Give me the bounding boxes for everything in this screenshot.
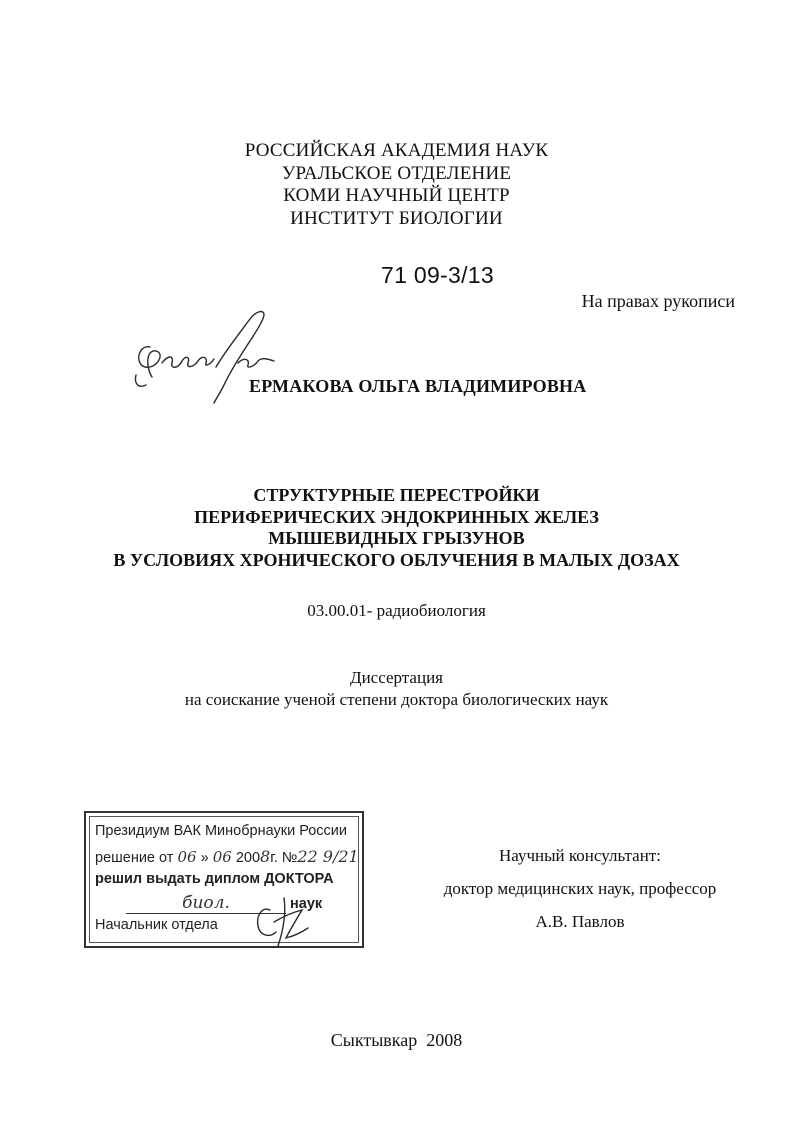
- dissertation-info: [0, 667, 793, 711]
- stamp-quote-mark: »: [200, 850, 209, 866]
- stamp-chief-label: Начальник отдела: [95, 917, 218, 933]
- organization-header: [0, 140, 793, 230]
- city-year: Сыктывкар 2008: [330, 1030, 463, 1050]
- consultant-label: Научный консультант:: [499, 846, 661, 865]
- title-line: ПЕРИФЕРИЧЕСКИХ ЭНДОКРИННЫХ ЖЕЛЕЗ: [194, 506, 599, 527]
- catalog-code: 71 09-3/13: [381, 262, 494, 288]
- consultant-name: А.В. Павлов: [535, 912, 625, 931]
- institute-line: ИНСТИТУТ БИОЛОГИИ: [290, 207, 503, 229]
- dissertation-type: Диссертация: [349, 668, 443, 687]
- title-line: В УСЛОВИЯХ ХРОНИЧЕСКОГО ОБЛУЧЕНИЯ В МАЛЫХ ДОЗАХ: [113, 549, 680, 570]
- stamp-year-suffix: г.: [270, 850, 278, 866]
- consultant-credentials: доктор медицинских наук, профессор: [443, 879, 717, 898]
- dissertation-title: [0, 485, 793, 571]
- center-line: КОМИ НАУЧНЫЙ ЦЕНТР: [283, 185, 510, 206]
- stamp-number-label: №: [281, 850, 298, 866]
- academy-line: РОССИЙСКАЯ АКАДЕМИЯ НАУК: [244, 140, 549, 161]
- stamp-month: 06: [212, 848, 232, 866]
- stamp-diploma-line: решил выдать диплом ДОКТОРА: [95, 871, 334, 887]
- branch-line: УРАЛЬСКОЕ ОТДЕЛЕНИЕ: [281, 162, 512, 184]
- vak-stamp: [84, 811, 364, 948]
- stamp-decision-line: [95, 847, 359, 866]
- specialty-code: 03.00.01- радиобиология: [307, 601, 486, 620]
- stamp-field-line: [126, 893, 348, 914]
- scientific-consultant: [420, 839, 740, 938]
- stamp-decision-label: решение от: [95, 850, 174, 866]
- degree-sought: на соискание ученой степени доктора биологических наук: [184, 690, 609, 709]
- author-name: ЕРМАКОВА ОЛЬГА ВЛАДИМИРОВНА: [249, 376, 587, 396]
- rights-note: На правах рукописи: [581, 291, 735, 311]
- stamp-number: 22 9/21: [297, 847, 359, 866]
- stamp-day: 06: [177, 848, 197, 866]
- stamp-field-suffix: наук: [290, 896, 323, 912]
- stamp-presidium-line: Президиум ВАК Минобрнауки России: [95, 823, 348, 839]
- title-line: МЫШЕВИДНЫХ ГРЫЗУНОВ: [268, 528, 525, 548]
- stamp-field: биол.: [126, 893, 286, 914]
- stamp-year-prefix: 200: [235, 850, 261, 866]
- stamp-year-digit: 8: [260, 847, 271, 866]
- title-line: СТРУКТУРНЫЕ ПЕРЕСТРОЙКИ: [253, 485, 540, 505]
